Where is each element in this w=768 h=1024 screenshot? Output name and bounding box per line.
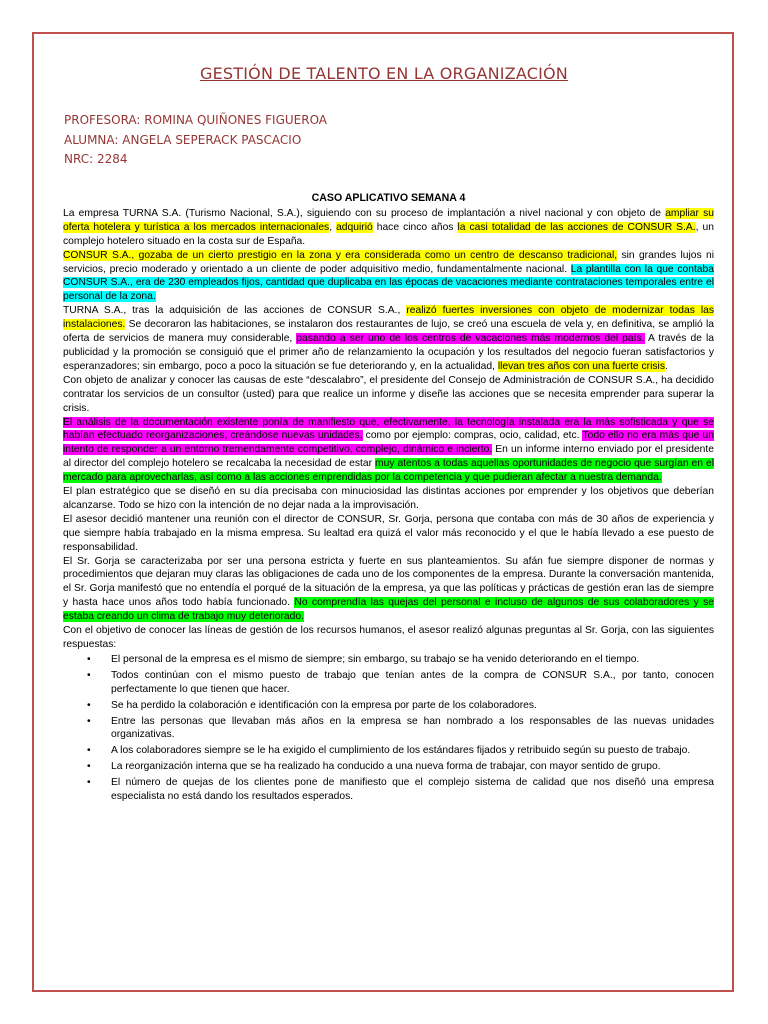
paragraph-2 [63,249,714,305]
list-item-text: El personal de la empresa es el mismo de siempre; sin embargo, su trabajo se ha venido deteriorando en el tiempo. [111,653,640,665]
paragraph-4: Con objeto de analizar y conocer las causas de este “descalabro”, el presidente del Consejo de Administración de CONSUR S.A., ha decidido contratar los servicios de un consultor (usted) para que realice un informe y diseñe las acciones que se necesita emprender para superar la crisis. [63,374,714,414]
p1-text-g: , un complejo hotelero situado en la costa sur de España. [63,221,714,247]
p1-text-a: La empresa TURNA S.A. (Turismo Nacional, S.A.), siguiendo con su proceso de implantación a nivel nacional y con objeto de [63,207,666,219]
paragraph-1 [63,207,714,249]
p1-highlight-f: la casi totalidad de las acciones de CONSUR S.A. [457,221,696,233]
paragraph-3 [63,304,714,374]
bullet-icon: • [87,745,91,757]
paragraph-5 [63,416,714,486]
p5-highlight-c: Todo ello no era más que un intento de responder a un entorno tremendamente competitivo, complejo, dinámico e incierto. [63,430,714,456]
p2-text-b: sin grandes lujos ni servicios, precio moderado y orientado a un cliente de poder adquisitivo medio, fundamentalmente nacional. [63,249,714,275]
list-item-text: Entre las personas que llevaban más años en la empresa se han nombrado a los responsables de las nuevas unidades organizativas. [111,715,714,741]
p5-highlight-a: El análisis de la documentación existente ponía de manifiesto que, efectivamente, la tecnología instalada era la más sofisticada y que se habían efectuado reorganizaciones, creándose nuevas unidades, [63,416,714,442]
p3-text-g: . [664,360,668,372]
list-item-text: El número de quejas de los clientes pone de manifiesto que el complejo sistema de calidad que nos diseñó una empresa especialista no está dando los resultados esperados. [111,777,714,803]
p2-highlight-c: La plantilla con la que contaba CONSUR S.A., era de 230 empleados fijos, cantidad que duplicaba en las épocas de vacaciones mediante contrataciones temporales entre el personal de la zona. [63,263,714,303]
p5-text-b: como por ejemplo: compras, ocio, calidad, etc. [362,430,583,442]
alumna-line: ALUMNA: ANGELA SEPERACK PASCACIO [64,132,302,147]
list-item-text: Se ha perdido la colaboración e identificación con la empresa por parte de los colaboradores. [111,699,537,711]
paragraph-7: El asesor decidió mantener una reunión con el director de CONSUR, Sr. Gorja, persona que contaba con más de 30 años de experiencia y que siempre había trabajado en la misma empresa. Su lealtad era quizá el valor más reconocido y el que le había llevado a ese puesto de responsabilidad. [63,513,714,553]
paragraph-6: El plan estratégico que se diseñó en su día precisaba con minuciosidad las distintas acciones por emprender y los objetivos que deberían alcanzarse. Todo se hizo con la intención de no dejar nada a la improvisación. [63,486,714,511]
p3-highlight-d: pasando a ser uno de los centros de vacaciones más modernos del país. [296,333,645,345]
case-content [63,192,714,806]
p1-text-e: hace cinco años [372,221,458,233]
bullet-icon: • [87,669,91,681]
p3-text-a: TURNA S.A., tras la adquisición de las acciones de CONSUR S.A., [63,305,407,317]
list-item [63,699,714,713]
list-item-text: Todos continúan con el mismo puesto de trabajo que tenían antes de la compra de CONSUR S.A., por tanto, conocen perfectamente lo que tienen que hacer. [111,669,714,695]
list-item-text: La reorganización interna que se ha realizado ha conducido a una nueva forma de trabajar, con mayor sentido de grupo. [111,761,661,773]
list-item-text: A los colaboradores siempre se le ha exigido el cumplimiento de los estándares fijados y retribuido según su puesto de trabajo. [111,745,691,757]
list-item [63,760,714,774]
profesora-line: PROFESORA: ROMINA QUIÑONES FIGUEROA [64,113,328,127]
list-item [63,715,714,743]
paragraph-8 [63,555,714,625]
document-meta [64,111,327,170]
document-title: GESTIÓN DE TALENTO EN LA ORGANIZACIÓN [200,64,568,83]
bullet-icon: • [87,715,91,727]
bullet-icon: • [87,777,91,789]
nrc-line: NRC: 2284 [64,152,128,166]
list-item [63,669,714,697]
p3-text-c: Se decoraron las habitaciones, se instalaron dos restaurantes de lujo, se creó una escuela de vela y, en definitiva, se amplió la oferta de servicios de manera muy considerable, [63,319,714,345]
p8-text-a: El Sr. Gorja se caracterizaba por ser una persona estricta y fuerte en sus planteamientos. Su afán fue siempre disponer de normas y procedimientos que dejaran muy claras las obligaciones de cada uno de los componentes de la empresa. Durante la conversación mantenida, el Sr. Gorja manifestó que no entendía el porqué de la situación de la empresa, ya que las políticas y prácticas de gestión eran las de siempre y hasta hace unos años todo había funcionado. [63,555,714,609]
case-title: CASO APLICATIVO SEMANA 4 [311,192,466,204]
p1-highlight-b: ampliar su oferta hotelera y turística a los mercados internacionales [63,207,715,233]
p3-text-e: A través de la publicidad y la promoción se consiguió que el primer año de relanzamiento la ocupación y los resultados del negocio fueran satisfactorios y esperanzadores; sin embargo, poco a poco la situación se fue deteriorando y, en la actualidad, [63,333,714,372]
bullet-icon: • [87,761,91,773]
p8-highlight-b: No comprendía las quejas del personal e incluso de algunos de sus colaboradores y se estaba creando un clima de trabajo muy deteriorado. [63,597,714,623]
bullet-icon: • [87,653,91,665]
bullet-icon: • [87,699,91,711]
paragraph-9: Con el objetivo de conocer las líneas de gestión de los recursos humanos, el asesor realizó algunas preguntas al Sr. Gorja, con las siguientes respuestas: [63,625,714,650]
p1-highlight-d: adquirió [336,221,373,233]
p3-highlight-f: llevan tres años con una fuerte crisis [497,360,665,372]
list-item [63,653,714,667]
p5-text-d: En un informe interno enviado por el presidente al director del complejo hotelero se recalcaba la necesidad de estar [63,444,714,470]
list-item [63,776,714,804]
list-item [63,744,714,758]
p5-highlight-e: muy atentos a todas aquellas oportunidades de negocio que surgían en el mercado para aprovecharlas, así como a las acciones emprendidas por la competencia y que pudieran afectar a nuestra demanda. [63,458,714,484]
p3-highlight-b: realizó fuertes inversiones con objeto de modernizar todas las instalaciones. [63,305,714,331]
p1-text-c: , [329,221,337,233]
responses-list [63,653,714,804]
p2-highlight-a: CONSUR S.A., gozaba de un cierto prestigio en la zona y era considerada como un centro de descanso tradicional, [63,249,618,261]
